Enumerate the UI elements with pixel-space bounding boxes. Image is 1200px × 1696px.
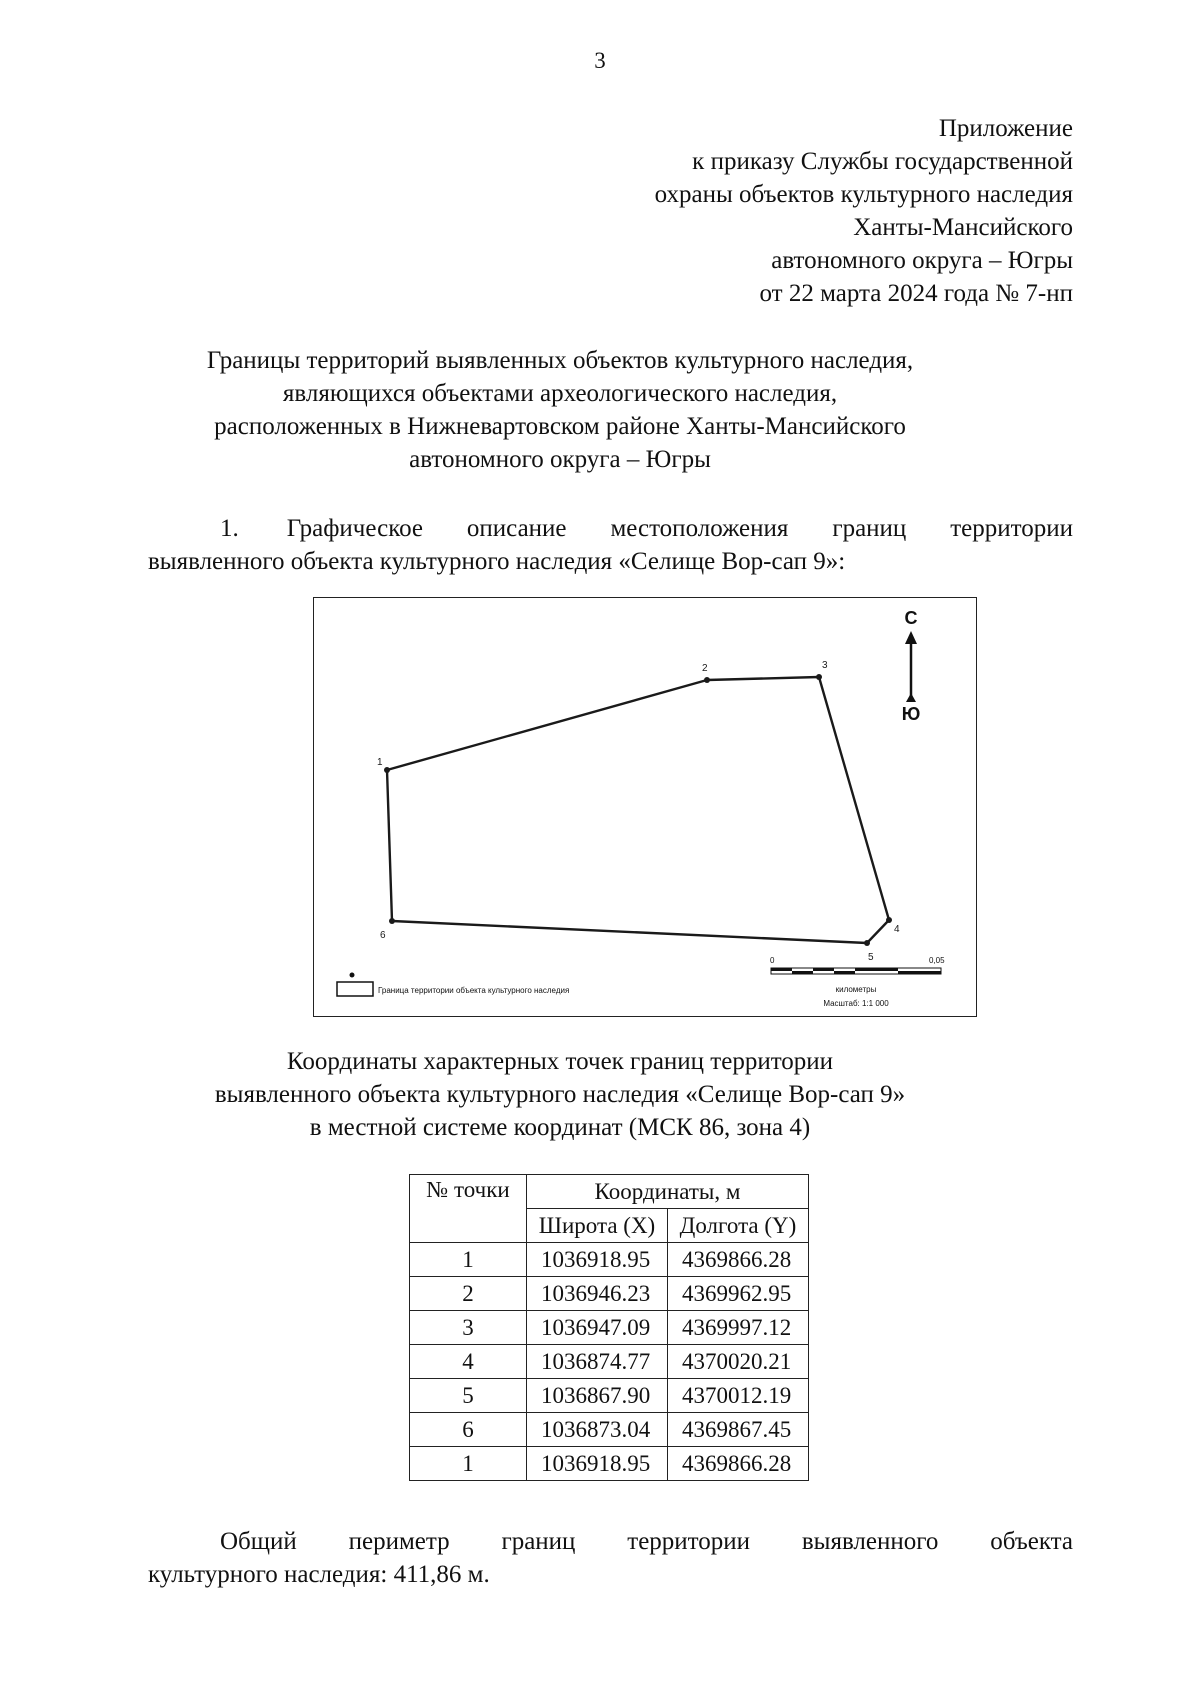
y-coordinate-cell: 4369867.45 bbox=[668, 1413, 809, 1447]
appendix-line: Ханты-Мансийского bbox=[853, 214, 1073, 241]
point-number-cell: 6 bbox=[410, 1413, 527, 1447]
vertex-label-4: 4 bbox=[894, 924, 900, 935]
scale-segment bbox=[855, 968, 898, 971]
scale-ratio-label: Масштаб: 1:1 000 bbox=[823, 999, 889, 1008]
x-coordinate-cell: 1036947.09 bbox=[527, 1311, 668, 1345]
appendix-line: от 22 марта 2024 года № 7-нп bbox=[759, 280, 1073, 307]
coordinates-heading-line: Координаты характерных точек границ территории bbox=[286, 1048, 834, 1075]
point-number-cell: 4 bbox=[410, 1345, 527, 1379]
boundary-vertices bbox=[384, 674, 892, 946]
map-canvas bbox=[314, 598, 978, 1018]
coordinates-table bbox=[409, 1174, 809, 1481]
north-arrow-head bbox=[905, 631, 917, 644]
vertex-label-1: 1 bbox=[377, 757, 383, 768]
point-number-cell: 2 bbox=[410, 1277, 527, 1311]
section-1-text-1: Графическое описание местоположения границ территории bbox=[286, 515, 1073, 542]
vertex-4 bbox=[886, 917, 892, 923]
y-coordinate-cell: 4370012.19 bbox=[668, 1379, 809, 1413]
scale-unit-label: километры bbox=[835, 985, 877, 994]
point-number-cell: 1 bbox=[410, 1243, 527, 1277]
scale-end-label: 0,05 bbox=[929, 956, 945, 965]
table-row bbox=[410, 1243, 809, 1277]
vertex-label-5: 5 bbox=[868, 952, 874, 963]
north-label: С bbox=[904, 608, 918, 628]
point-number-cell: 5 bbox=[410, 1379, 527, 1413]
x-coordinate-cell: 1036874.77 bbox=[527, 1345, 668, 1379]
y-coordinate-cell: 4370020.21 bbox=[668, 1345, 809, 1379]
table-row bbox=[410, 1345, 809, 1379]
header-point-number: № точки bbox=[410, 1175, 527, 1243]
y-coordinate-cell: 4369866.28 bbox=[668, 1447, 809, 1481]
appendix-line: автономного округа – Югры bbox=[771, 247, 1073, 274]
y-coordinate-cell: 4369962.95 bbox=[668, 1277, 809, 1311]
appendix-block bbox=[655, 112, 1073, 310]
y-coordinate-cell: 4369997.12 bbox=[668, 1311, 809, 1345]
document-title bbox=[120, 344, 1000, 476]
header-latitude-x: Широта (X) bbox=[527, 1209, 668, 1243]
title-line: являющихся объектами археологического наследия, bbox=[282, 380, 838, 407]
title-line: расположенных в Нижневартовском районе Ханты-Мансийского bbox=[214, 413, 906, 440]
title-line: автономного округа – Югры bbox=[409, 446, 711, 473]
vertex-6 bbox=[389, 918, 395, 924]
coordinates-heading-line: выявленного объекта культурного наследия «Селище Вор-сап 9» bbox=[214, 1081, 906, 1108]
appendix-line: к приказу Службы государственной bbox=[692, 148, 1073, 175]
x-coordinate-cell: 1036918.95 bbox=[527, 1447, 668, 1481]
section-1-line-1 bbox=[148, 512, 1073, 545]
scale-segment bbox=[813, 968, 834, 971]
scale-bar bbox=[770, 956, 945, 1008]
scale-segment bbox=[771, 968, 792, 971]
vertex-label-3: 3 bbox=[822, 660, 828, 671]
page-number: 3 bbox=[594, 48, 606, 73]
south-arrow-tail bbox=[906, 693, 916, 702]
table-row bbox=[410, 1311, 809, 1345]
vertex-1 bbox=[384, 767, 390, 773]
south-label: Ю bbox=[901, 704, 921, 724]
section-number: 1. bbox=[220, 515, 239, 542]
x-coordinate-cell: 1036946.23 bbox=[527, 1277, 668, 1311]
perimeter-line-1 bbox=[148, 1525, 1073, 1558]
scale-segment bbox=[898, 971, 941, 974]
legend-marker-dot bbox=[350, 973, 355, 978]
x-coordinate-cell: 1036873.04 bbox=[527, 1413, 668, 1447]
header-longitude-y: Долгота (Y) bbox=[668, 1209, 809, 1243]
perimeter-text-1: Общий периметр границ территории выявленного объекта bbox=[220, 1528, 1073, 1555]
map-legend bbox=[337, 973, 569, 997]
appendix-line: охраны объектов культурного наследия bbox=[654, 181, 1073, 208]
table-row bbox=[410, 1447, 809, 1481]
table-row bbox=[410, 1277, 809, 1311]
boundary-polygon bbox=[387, 677, 889, 943]
title-line: Границы территорий выявленных объектов культурного наследия, bbox=[206, 347, 914, 374]
header-coordinates: Координаты, м bbox=[527, 1175, 809, 1209]
vertex-5 bbox=[864, 940, 870, 946]
perimeter-line-2: культурного наследия: 411,86 м. bbox=[148, 1561, 490, 1588]
section-1-line-2: выявленного объекта культурного наследия «Селище Вор-сап 9»: bbox=[148, 548, 846, 575]
table-header-row bbox=[410, 1175, 809, 1209]
scale-segment bbox=[834, 971, 855, 974]
north-arrow bbox=[902, 608, 921, 724]
boundary-map bbox=[313, 597, 977, 1017]
y-coordinate-cell: 4369866.28 bbox=[668, 1243, 809, 1277]
point-number-cell: 1 bbox=[410, 1447, 527, 1481]
table-row bbox=[410, 1379, 809, 1413]
coordinates-heading-line: в местной системе координат (МСК 86, зона 4) bbox=[309, 1114, 811, 1141]
legend-boundary-swatch bbox=[337, 982, 373, 996]
x-coordinate-cell: 1036918.95 bbox=[527, 1243, 668, 1277]
legend-label: Граница территории объекта культурного наследия bbox=[378, 986, 570, 995]
scale-segment bbox=[792, 971, 813, 974]
coordinates-heading bbox=[120, 1045, 1000, 1144]
scale-start-label: 0 bbox=[770, 956, 775, 965]
appendix-line: Приложение bbox=[938, 115, 1073, 142]
table-row bbox=[410, 1413, 809, 1447]
vertex-3 bbox=[816, 674, 822, 680]
vertex-label-2: 2 bbox=[702, 663, 708, 674]
vertex-2 bbox=[704, 677, 710, 683]
x-coordinate-cell: 1036867.90 bbox=[527, 1379, 668, 1413]
vertex-label-6: 6 bbox=[380, 930, 386, 941]
point-number-cell: 3 bbox=[410, 1311, 527, 1345]
